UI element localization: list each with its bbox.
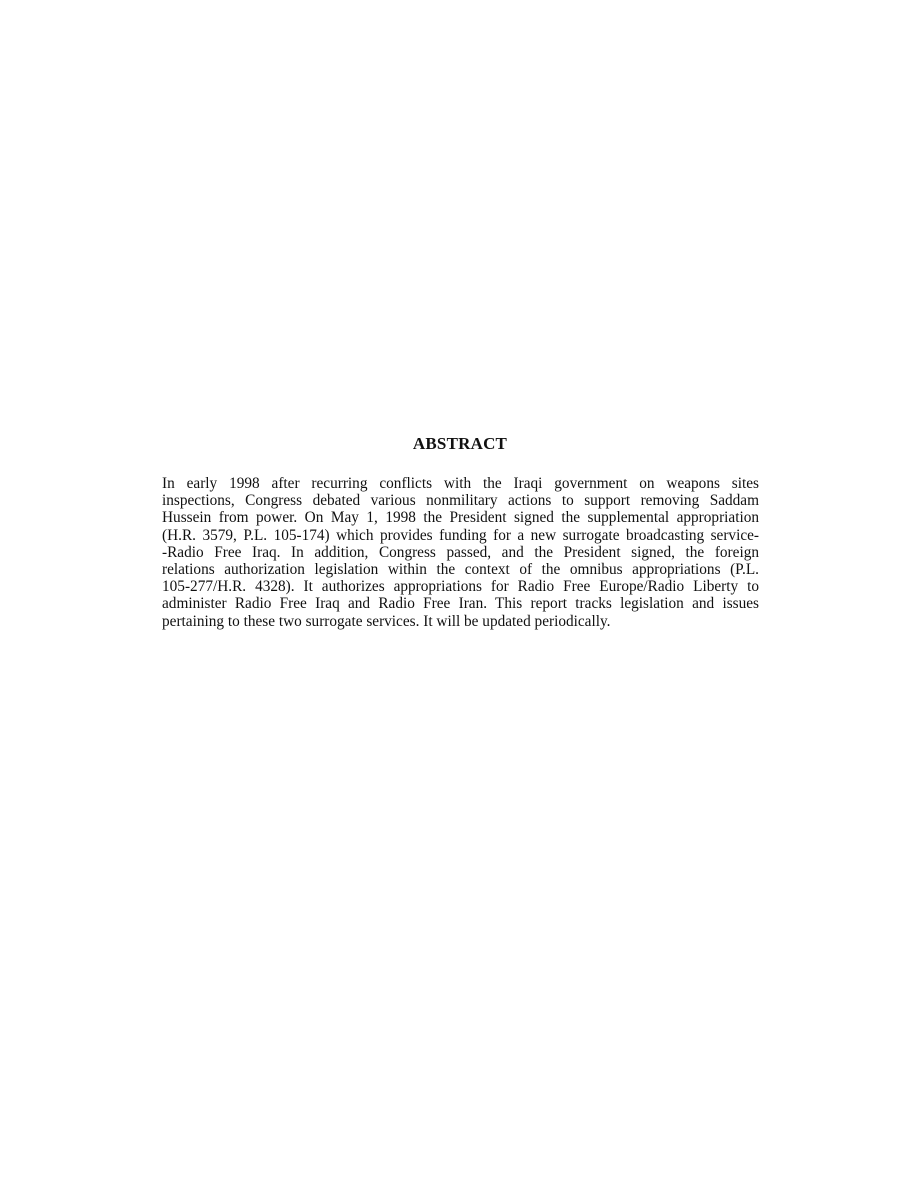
abstract-line-8: administer Radio Free Iraq and Radio Free Iran. This report tracks legislation and issues — [162, 595, 759, 613]
abstract-line-6: relations authorization legislation within the context of the omnibus appropriations (P.L. — [162, 560, 759, 578]
abstract-line-2: inspections, Congress debated various nonmilitary actions to support removing Saddam — [162, 492, 759, 510]
abstract-line-1: In early 1998 after recurring conflicts with the Iraqi government on weapons sites — [162, 475, 759, 492]
abstract-line-9: pertaining to these two surrogate services. It will be updated periodically. — [162, 612, 611, 630]
abstract-line-3: Hussein from power. On May 1, 1998 the President signed the supplemental appropriation — [162, 509, 759, 527]
abstract-heading: ABSTRACT — [412, 434, 508, 453]
abstract-line-4: (H.R. 3579, P.L. 105-174) which provides funding for a new surrogate broadcasting service- — [162, 526, 759, 544]
abstract-line-7: 105-277/H.R. 4328). It authorizes appropriations for Radio Free Europe/Radio Liberty to — [162, 578, 759, 596]
abstract-paragraph — [162, 475, 759, 630]
abstract-line-5: -Radio Free Iraq. In addition, Congress passed, and the President signed, the foreign — [162, 543, 759, 561]
